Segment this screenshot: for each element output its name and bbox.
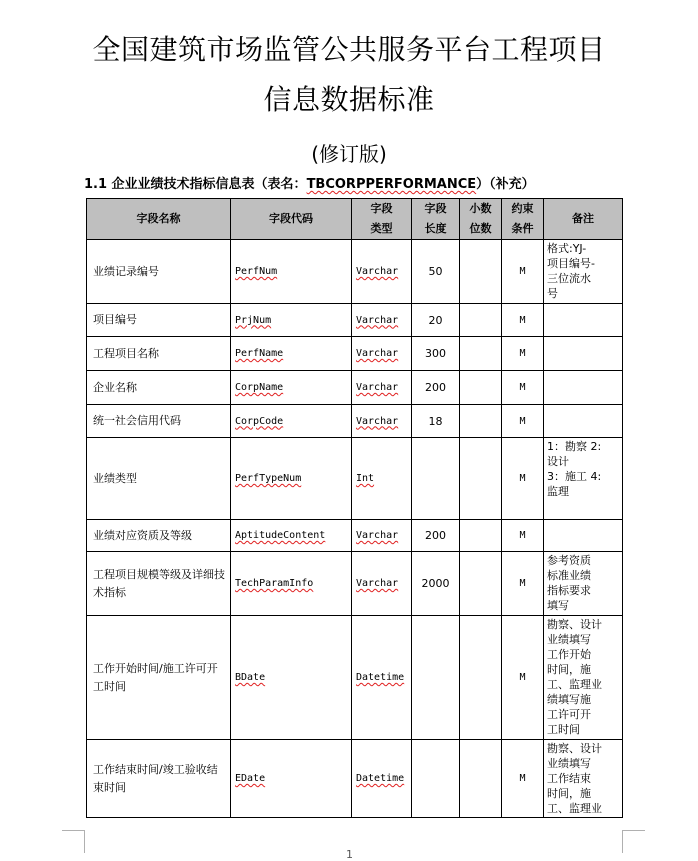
cell-remark — [544, 520, 623, 552]
page-corner-mark-right — [622, 830, 645, 853]
cell-field-code — [231, 304, 352, 337]
cell-field-name: 业绩类型 — [87, 438, 231, 520]
table-row — [87, 438, 623, 520]
cell-field-type — [352, 337, 412, 371]
cell-field-length: 2000 — [412, 552, 460, 616]
header-field-type: 字段 类型 — [352, 199, 412, 240]
cell-field-name: 统一社会信用代码 — [87, 405, 231, 438]
cell-decimal-places — [460, 552, 502, 616]
cell-decimal-places — [460, 337, 502, 371]
cell-field-length: 300 — [412, 337, 460, 371]
cell-field-code-text: TechParamInfo — [235, 578, 314, 589]
cell-constraint: M — [502, 552, 544, 616]
cell-field-type — [352, 405, 412, 438]
cell-field-code — [231, 405, 352, 438]
cell-field-type — [352, 438, 412, 520]
cell-decimal-places — [460, 740, 502, 818]
cell-field-type-text: Varchar — [356, 266, 399, 277]
cell-remark — [544, 405, 623, 438]
cell-field-type-text: Varchar — [356, 314, 399, 326]
table-row — [87, 405, 623, 438]
table-row — [87, 337, 623, 371]
page-number: 1 — [346, 848, 353, 861]
cell-field-type-text: Varchar — [356, 530, 399, 541]
section-heading-suffix: ）（补充） — [476, 177, 535, 192]
header-remark: 备注 — [544, 199, 623, 240]
cell-field-length: 50 — [412, 240, 460, 304]
cell-remark: 勘察、设计 业绩填写 工作开始 时间，施 工、监理业 绩填写施 工许可开 工时间 — [544, 616, 623, 740]
cell-remark: 参考资质 标准业绩 指标要求 填写 — [544, 552, 623, 616]
cell-remark: 格式:YJ- 项目编号- 三位流水 号 — [544, 240, 623, 304]
cell-field-type-text: Varchar — [356, 415, 399, 427]
cell-field-type — [352, 371, 412, 405]
cell-remark — [544, 371, 623, 405]
cell-constraint: M — [502, 740, 544, 818]
table-row — [87, 371, 623, 405]
cell-decimal-places — [460, 520, 502, 552]
cell-field-code-text: BDate — [235, 672, 266, 683]
cell-field-type-text: Varchar — [356, 578, 399, 589]
document-subtitle: (修订版) — [311, 142, 387, 166]
table-header-row — [87, 199, 623, 240]
cell-remark — [544, 304, 623, 337]
cell-field-code-text: EDate — [235, 773, 266, 784]
cell-remark — [544, 337, 623, 371]
cell-field-code-text: PerfNum — [235, 266, 278, 277]
cell-field-name: 项目编号 — [87, 304, 231, 337]
cell-field-type-text: Varchar — [356, 348, 399, 359]
cell-field-type — [352, 240, 412, 304]
header-constraint: 约束 条件 — [502, 199, 544, 240]
cell-constraint: M — [502, 616, 544, 740]
table-row — [87, 240, 623, 304]
cell-constraint: M — [502, 405, 544, 438]
header-decimal-places: 小数 位数 — [460, 199, 502, 240]
cell-field-length: 200 — [412, 520, 460, 552]
cell-constraint: M — [502, 304, 544, 337]
cell-field-length: 18 — [412, 405, 460, 438]
cell-decimal-places — [460, 616, 502, 740]
header-field-name: 字段名称 — [87, 199, 231, 240]
cell-field-code — [231, 552, 352, 616]
cell-field-code-text: PerfTypeNum — [235, 473, 302, 484]
header-field-length: 字段 长度 — [412, 199, 460, 240]
cell-field-code — [231, 337, 352, 371]
cell-field-length — [412, 740, 460, 818]
table-row — [87, 616, 623, 740]
cell-field-name: 业绩记录编号 — [87, 240, 231, 304]
document-title-line1: 全国建筑市场监管公共服务平台工程项目 — [92, 33, 606, 66]
cell-field-type — [352, 740, 412, 818]
cell-field-code — [231, 371, 352, 405]
section-heading — [84, 176, 535, 194]
page-corner-mark-left — [62, 830, 85, 853]
cell-field-code-text: CorpCode — [235, 415, 284, 427]
cell-decimal-places — [460, 304, 502, 337]
field-spec-table — [86, 198, 623, 818]
section-heading-prefix: 1.1 企业业绩技术指标信息表（表名： — [84, 177, 307, 192]
cell-field-name: 企业名称 — [87, 371, 231, 405]
table-row — [87, 304, 623, 337]
cell-field-type-text: Datetime — [356, 773, 405, 784]
document-title-line2: 信息数据标准 — [263, 83, 435, 116]
cell-decimal-places — [460, 438, 502, 520]
cell-field-type — [352, 552, 412, 616]
cell-constraint: M — [502, 240, 544, 304]
cell-field-length — [412, 438, 460, 520]
cell-field-type — [352, 520, 412, 552]
cell-constraint: M — [502, 520, 544, 552]
cell-constraint: M — [502, 438, 544, 520]
cell-field-type — [352, 616, 412, 740]
cell-field-code — [231, 438, 352, 520]
cell-field-type-text: Int — [356, 473, 375, 484]
cell-field-code-text: PrjNum — [235, 314, 272, 326]
cell-field-type-text: Varchar — [356, 382, 399, 393]
cell-field-code-text: CorpName — [235, 382, 284, 393]
cell-field-name: 工程项目名称 — [87, 337, 231, 371]
cell-remark: 勘察、设计 业绩填写 工作结束 时间，施 工、监理业 — [544, 740, 623, 818]
cell-decimal-places — [460, 240, 502, 304]
section-table-name: TBCORPPERFORMANCE — [306, 177, 477, 192]
cell-field-type — [352, 304, 412, 337]
cell-field-type-text: Datetime — [356, 672, 405, 683]
cell-decimal-places — [460, 405, 502, 438]
header-field-code: 字段代码 — [231, 199, 352, 240]
cell-field-length: 20 — [412, 304, 460, 337]
cell-field-length — [412, 616, 460, 740]
cell-field-name: 工作开始时间/施工许可开工时间 — [87, 616, 231, 740]
table-row — [87, 520, 623, 552]
cell-constraint: M — [502, 371, 544, 405]
cell-remark: 1：勘察 2: 设计 3：施工 4: 监理 — [544, 438, 623, 520]
cell-decimal-places — [460, 371, 502, 405]
cell-field-code — [231, 740, 352, 818]
table-row — [87, 552, 623, 616]
cell-field-length: 200 — [412, 371, 460, 405]
cell-field-name: 工作结束时间/竣工验收结束时间 — [87, 740, 231, 818]
cell-constraint: M — [502, 337, 544, 371]
table-row — [87, 740, 623, 818]
cell-field-code-text: AptitudeContent — [235, 530, 326, 541]
cell-field-name: 业绩对应资质及等级 — [87, 520, 231, 552]
cell-field-code — [231, 240, 352, 304]
cell-field-code-text: PerfName — [235, 348, 284, 359]
cell-field-code — [231, 520, 352, 552]
cell-field-code — [231, 616, 352, 740]
cell-field-name: 工程项目规模等级及详细技术指标 — [87, 552, 231, 616]
